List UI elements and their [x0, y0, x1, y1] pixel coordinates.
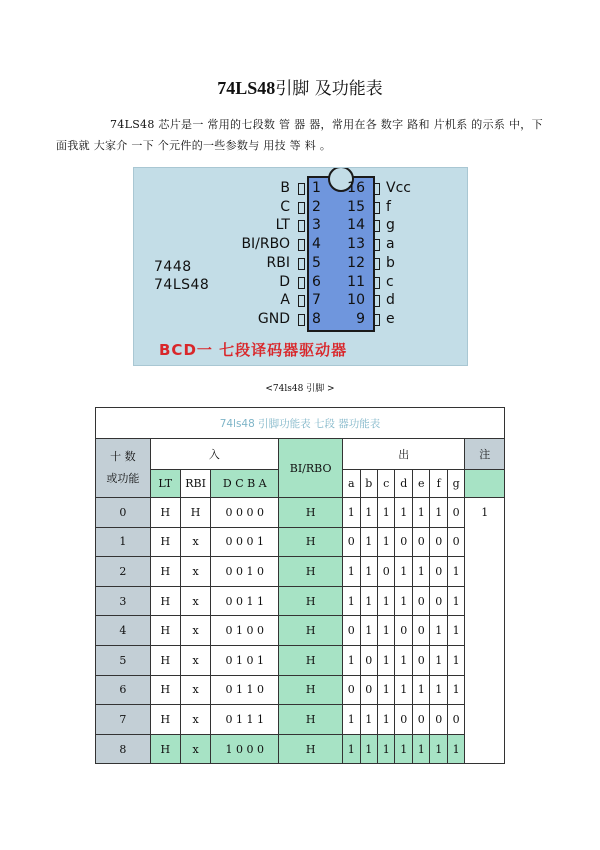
- cell-decimal: 0: [96, 498, 151, 528]
- pin-label-right: d: [386, 292, 395, 309]
- pin-number-right: 11: [347, 273, 365, 290]
- cell-note: 1: [465, 498, 505, 764]
- cell-seg: 1: [395, 557, 412, 587]
- cell-decimal: 4: [96, 616, 151, 646]
- seg-c: c: [378, 470, 395, 498]
- cell-birbo: H: [279, 645, 343, 675]
- col-output: 出: [343, 439, 465, 470]
- cell-seg: 0: [430, 557, 447, 587]
- pin-label-right: a: [386, 236, 395, 253]
- cell-decimal: 6: [96, 675, 151, 705]
- pin-lead-left: [298, 277, 305, 289]
- pin-lead-right: [373, 295, 380, 307]
- cell-decimal: 1: [96, 527, 151, 557]
- pin-lead-right: [373, 314, 380, 326]
- cell-rbi: x: [180, 645, 211, 675]
- cell-rbi: x: [180, 734, 211, 764]
- cell-birbo: H: [279, 616, 343, 646]
- cell-seg: 1: [430, 498, 447, 528]
- seg-a: a: [343, 470, 360, 498]
- cell-seg: 1: [447, 645, 464, 675]
- cell-seg: 1: [430, 734, 447, 764]
- cell-seg: 1: [395, 498, 412, 528]
- cell-birbo: H: [279, 675, 343, 705]
- cell-seg: 1: [378, 586, 395, 616]
- pin-label-right: c: [386, 273, 394, 290]
- cell-dcba: 0 0 1 0: [211, 557, 279, 587]
- cell-seg: 1: [447, 557, 464, 587]
- pin-label-left: B: [280, 180, 290, 196]
- chip-name-74ls48: 74LS48: [154, 277, 210, 293]
- cell-rbi: x: [180, 675, 211, 705]
- table-row: [96, 527, 505, 557]
- cell-seg: 0: [412, 616, 429, 646]
- cell-seg: 0: [395, 705, 412, 735]
- col-input: 入: [150, 439, 279, 470]
- table-row: [96, 586, 505, 616]
- title-chip: 74LS48: [217, 78, 276, 98]
- cell-lt: H: [150, 586, 180, 616]
- cell-seg: 1: [343, 705, 360, 735]
- cell-birbo: H: [279, 557, 343, 587]
- cell-dcba: 0 1 1 1: [211, 705, 279, 735]
- cell-dcba: 0 1 1 0: [211, 675, 279, 705]
- pin-label-right: b: [386, 254, 395, 271]
- pin-number-left: 2: [312, 198, 321, 215]
- pin-label-right: e: [386, 310, 395, 327]
- pin-label-left: D: [279, 273, 290, 290]
- cell-seg: 1: [395, 645, 412, 675]
- table-row: [96, 616, 505, 646]
- cell-rbi: x: [180, 527, 211, 557]
- pin-number-left: 3: [312, 217, 321, 234]
- pin-lead-left: [298, 239, 305, 251]
- cell-seg: 0: [395, 527, 412, 557]
- cell-seg: 0: [430, 527, 447, 557]
- cell-seg: 1: [430, 616, 447, 646]
- pin-label-left: BI/RBO: [241, 236, 290, 253]
- cell-dcba: 0 0 0 0: [211, 498, 279, 528]
- cell-seg: 0: [447, 498, 464, 528]
- function-table: [95, 407, 505, 764]
- cell-seg: 1: [447, 616, 464, 646]
- col-decimal: 十 数 或功能: [96, 439, 151, 498]
- cell-seg: 1: [378, 498, 395, 528]
- cell-seg: 1: [378, 645, 395, 675]
- cell-seg: 1: [360, 498, 377, 528]
- cell-seg: 0: [447, 527, 464, 557]
- table-row: [96, 675, 505, 705]
- seg-f: f: [430, 470, 447, 498]
- pin-label-right: g: [386, 217, 395, 234]
- pin-number-left: 7: [312, 292, 321, 309]
- cell-seg: 1: [343, 498, 360, 528]
- cell-rbi: H: [180, 498, 211, 528]
- cell-seg: 0: [395, 616, 412, 646]
- cell-seg: 0: [343, 616, 360, 646]
- pin-label-left: A: [280, 292, 290, 309]
- title-rest: 引脚 及功能表: [275, 79, 383, 99]
- seg-e: e: [412, 470, 429, 498]
- pin-lead-left: [298, 314, 305, 326]
- cell-seg: 1: [343, 586, 360, 616]
- cell-dcba: 0 1 0 0: [211, 616, 279, 646]
- cell-seg: 0: [412, 645, 429, 675]
- cell-seg: 0: [412, 527, 429, 557]
- cell-seg: 1: [378, 527, 395, 557]
- pin-lead-right: [373, 183, 380, 195]
- pinout-figure: [133, 167, 468, 366]
- cell-seg: 1: [412, 675, 429, 705]
- cell-seg: 1: [412, 734, 429, 764]
- table-row: [96, 557, 505, 587]
- sub-lt: LT: [150, 470, 180, 498]
- cell-seg: 0: [430, 705, 447, 735]
- cell-seg: 1: [430, 645, 447, 675]
- cell-seg: 1: [395, 675, 412, 705]
- cell-seg: 1: [360, 734, 377, 764]
- cell-rbi: x: [180, 586, 211, 616]
- pin-lead-right: [373, 277, 380, 289]
- cell-seg: 1: [360, 705, 377, 735]
- pin-number-right: 15: [347, 198, 365, 215]
- cell-birbo: H: [279, 498, 343, 528]
- pin-lead-right: [373, 239, 380, 251]
- cell-seg: 0: [412, 586, 429, 616]
- cell-seg: 1: [360, 616, 377, 646]
- cell-seg: 1: [395, 734, 412, 764]
- cell-lt: H: [150, 675, 180, 705]
- cell-lt: H: [150, 734, 180, 764]
- col-birbo: BI/RBO: [279, 439, 343, 498]
- pin-label-left: GND: [257, 310, 290, 327]
- seg-g: g: [447, 470, 464, 498]
- figure-label: <74ls48 引脚 >: [265, 384, 335, 394]
- table-row: [96, 734, 505, 764]
- cell-seg: 0: [360, 645, 377, 675]
- table-row: [96, 705, 505, 735]
- cell-lt: H: [150, 498, 180, 528]
- cell-lt: H: [150, 645, 180, 675]
- pin-label-left: C: [280, 198, 290, 215]
- cell-birbo: H: [279, 527, 343, 557]
- sub-dcba: D C B A: [211, 470, 279, 498]
- cell-decimal: 5: [96, 645, 151, 675]
- page-title: [0, 74, 600, 99]
- cell-dcba: 0 0 1 1: [211, 586, 279, 616]
- cell-seg: 0: [447, 705, 464, 735]
- pin-number-right: 12: [347, 254, 365, 271]
- cell-birbo: H: [279, 586, 343, 616]
- cell-seg: 1: [395, 586, 412, 616]
- cell-seg: 1: [378, 616, 395, 646]
- cell-seg: 0: [360, 675, 377, 705]
- pin-label-left: LT: [275, 217, 290, 234]
- pin-number-left: 6: [312, 273, 321, 290]
- cell-seg: 1: [343, 645, 360, 675]
- cell-seg: 1: [343, 734, 360, 764]
- pin-lead-right: [373, 258, 380, 270]
- cell-seg: 1: [360, 557, 377, 587]
- sub-rbi: RBI: [180, 470, 211, 498]
- cell-decimal: 8: [96, 734, 151, 764]
- cell-dcba: 0 0 0 1: [211, 527, 279, 557]
- cell-seg: 1: [378, 705, 395, 735]
- note-sub: [465, 470, 505, 498]
- cell-seg: 1: [447, 734, 464, 764]
- seg-d: d: [395, 470, 412, 498]
- pin-number-right: 16: [347, 180, 365, 196]
- cell-birbo: H: [279, 734, 343, 764]
- pin-lead-left: [298, 295, 305, 307]
- cell-lt: H: [150, 616, 180, 646]
- cell-seg: 1: [378, 734, 395, 764]
- pin-label-right: f: [386, 198, 391, 215]
- cell-decimal: 3: [96, 586, 151, 616]
- cell-rbi: x: [180, 557, 211, 587]
- cell-decimal: 7: [96, 705, 151, 735]
- pin-lead-left: [298, 183, 305, 195]
- cell-seg: 1: [430, 675, 447, 705]
- pin-lead-left: [298, 202, 305, 214]
- cell-seg: 1: [447, 675, 464, 705]
- cell-seg: 1: [447, 586, 464, 616]
- pin-label-right: Vcc: [386, 180, 411, 196]
- cell-seg: 1: [343, 557, 360, 587]
- intro-paragraph: 74LS48 芯片是一 常用的七段数 管 器 器，常用在各 数字 路和 片机系 的示系 中，下面我就 大家介 一下 个元件的一些参数与 用技 等 料 。: [56, 118, 543, 152]
- pin-number-right: 13: [347, 236, 365, 253]
- pin-number-left: 4: [312, 236, 321, 253]
- seg-b: b: [360, 470, 377, 498]
- pin-lead-left: [298, 258, 305, 270]
- cell-birbo: H: [279, 705, 343, 735]
- table-row: [96, 645, 505, 675]
- cell-seg: 1: [412, 557, 429, 587]
- cell-lt: H: [150, 705, 180, 735]
- cell-rbi: x: [180, 705, 211, 735]
- figure-caption: BCD一 七段译码器驱动器: [159, 341, 348, 359]
- pin-number-left: 8: [312, 310, 321, 327]
- pin-lead-right: [373, 220, 380, 232]
- cell-rbi: x: [180, 616, 211, 646]
- cell-seg: 0: [343, 675, 360, 705]
- cell-seg: 0: [412, 705, 429, 735]
- cell-decimal: 2: [96, 557, 151, 587]
- col-note: 注: [465, 439, 505, 470]
- cell-seg: 1: [360, 527, 377, 557]
- pin-number-right: 10: [347, 292, 365, 309]
- pin-label-left: RBI: [266, 254, 290, 271]
- pin-lead-right: [373, 202, 380, 214]
- cell-seg: 1: [412, 498, 429, 528]
- cell-dcba: 0 1 0 1: [211, 645, 279, 675]
- cell-seg: 0: [430, 586, 447, 616]
- cell-seg: 1: [378, 675, 395, 705]
- pin-number-right: 9: [356, 310, 365, 327]
- table-body: [96, 498, 505, 764]
- cell-seg: 1: [360, 586, 377, 616]
- pin-lead-left: [298, 220, 305, 232]
- pin-number-right: 14: [347, 217, 365, 234]
- table-title: 74ls48 引脚功能表 七段 器功能表: [96, 408, 505, 439]
- cell-seg: 0: [378, 557, 395, 587]
- cell-lt: H: [150, 557, 180, 587]
- chip-name-7448: 7448: [154, 259, 192, 275]
- cell-seg: 0: [343, 527, 360, 557]
- pin-number-left: 1: [312, 180, 321, 196]
- pin-number-left: 5: [312, 254, 321, 271]
- cell-dcba: 1 0 0 0: [211, 734, 279, 764]
- cell-lt: H: [150, 527, 180, 557]
- table-row: [96, 498, 505, 528]
